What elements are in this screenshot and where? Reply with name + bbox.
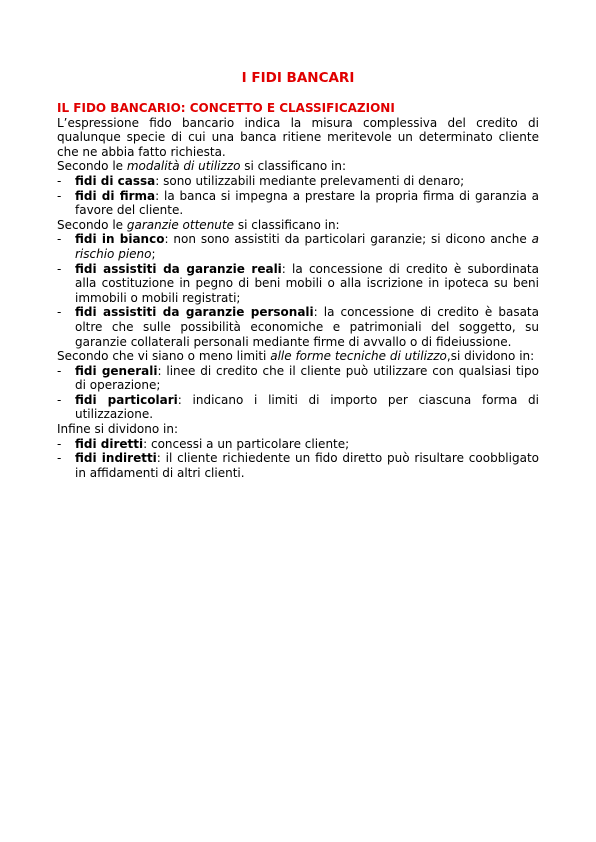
- lead-text: Secondo che vi siano o meno limiti: [57, 349, 271, 364]
- item-text: : indicano i limiti di importo per ciascuna forma di utilizzazione.: [75, 392, 539, 422]
- item-term: fidi generali: [75, 363, 158, 378]
- list-item: [57, 189, 539, 218]
- lead-text: si classificano in:: [240, 159, 347, 174]
- item-text: : sono utilizzabili mediante prelevamenti di denaro;: [155, 173, 465, 188]
- dash-bullet: -: [57, 392, 62, 407]
- dash-bullet: -: [57, 436, 62, 451]
- classification-list: [57, 174, 539, 218]
- lead-text: Secondo le: [57, 217, 127, 232]
- dash-bullet: -: [57, 261, 62, 276]
- dash-bullet: -: [57, 232, 62, 247]
- group-lead: [57, 218, 539, 233]
- group-garanzie: [57, 218, 539, 349]
- item-text: : il cliente richiedente un fido diretto può risultare coobbligato in affidamenti di altri clienti.: [75, 451, 539, 480]
- dash-bullet: -: [57, 173, 62, 188]
- item-term: fidi indiretti: [75, 451, 157, 466]
- dash-bullet: -: [57, 305, 62, 320]
- group-diretti: [57, 422, 539, 480]
- lead-text: Infine si dividono in:: [57, 422, 178, 437]
- group-lead: [57, 422, 539, 437]
- list-item: [57, 451, 539, 480]
- lead-text: si classificano in:: [234, 217, 340, 232]
- item-term: fidi assistiti da garanzie reali: [75, 261, 282, 276]
- intro-paragraph: L’espressione fido bancario indica la misura complessiva del credito di qualunque specie di cui una banca ritiene meritevole un determinato cliente che ne abbia fatto richiesta.: [57, 115, 539, 159]
- list-item: [57, 437, 539, 452]
- list-item: [57, 305, 539, 349]
- item-term: fidi in bianco: [75, 232, 165, 247]
- group-forme-tecniche: [57, 349, 539, 422]
- list-item: [57, 174, 539, 189]
- item-term: fidi particolari: [75, 392, 178, 407]
- item-text: : non sono assistiti da particolari garanzie; si dicono anche: [164, 232, 532, 247]
- dash-bullet: -: [57, 188, 62, 203]
- item-emphasis: a rischio pieno: [75, 232, 539, 261]
- classification-list: [57, 364, 539, 422]
- document-title: I FIDI BANCARI: [241, 70, 355, 86]
- classification-list: [57, 437, 539, 481]
- lead-text: Secondo le: [57, 159, 127, 174]
- lead-emphasis: alle forme tecniche di utilizzo: [270, 349, 447, 364]
- list-item: [57, 232, 539, 261]
- classification-list: [57, 232, 539, 349]
- item-term: fidi di cassa: [75, 173, 156, 188]
- item-text: : la banca si impegna a prestare la propria firma di garanzia a favore del cliente.: [75, 188, 540, 218]
- list-item: [57, 393, 539, 422]
- group-lead: [57, 159, 539, 174]
- lead-emphasis: garanzie ottenute: [126, 217, 234, 232]
- item-text: : la concessione di credito è subordinata alla costituzione in pegno di beni mobili o alla iscrizione in ipoteca su beni immobili o mobili registrati;: [75, 261, 539, 305]
- group-lead: [57, 349, 539, 364]
- item-term: fidi di firma: [75, 188, 156, 203]
- dash-bullet: -: [57, 363, 62, 378]
- list-item: [57, 364, 539, 393]
- item-term: fidi assistiti da garanzie personali: [75, 305, 314, 320]
- item-tail: ;: [151, 246, 156, 261]
- list-item: [57, 262, 539, 306]
- item-text: : linee di credito che il cliente può utilizzare con qualsiasi tipo di operazione;: [75, 363, 539, 393]
- section-heading: IL FIDO BANCARIO: CONCETTO E CLASSIFICAZIONI: [57, 101, 395, 115]
- lead-text: ,si dividono in:: [446, 349, 535, 364]
- document-page: [57, 70, 539, 480]
- item-text: : la concessione di credito è basata oltre che sulle possibilità economiche e patrimoniali del soggetto, su garanzie collaterali personali mediante firme di avvallo o di fideiussione.: [75, 305, 539, 349]
- dash-bullet: -: [57, 451, 62, 466]
- item-term: fidi diretti: [75, 436, 144, 451]
- item-text: : concessi a un particolare cliente;: [143, 436, 350, 451]
- lead-emphasis: modalità di utilizzo: [126, 159, 241, 174]
- group-modalita: [57, 159, 539, 217]
